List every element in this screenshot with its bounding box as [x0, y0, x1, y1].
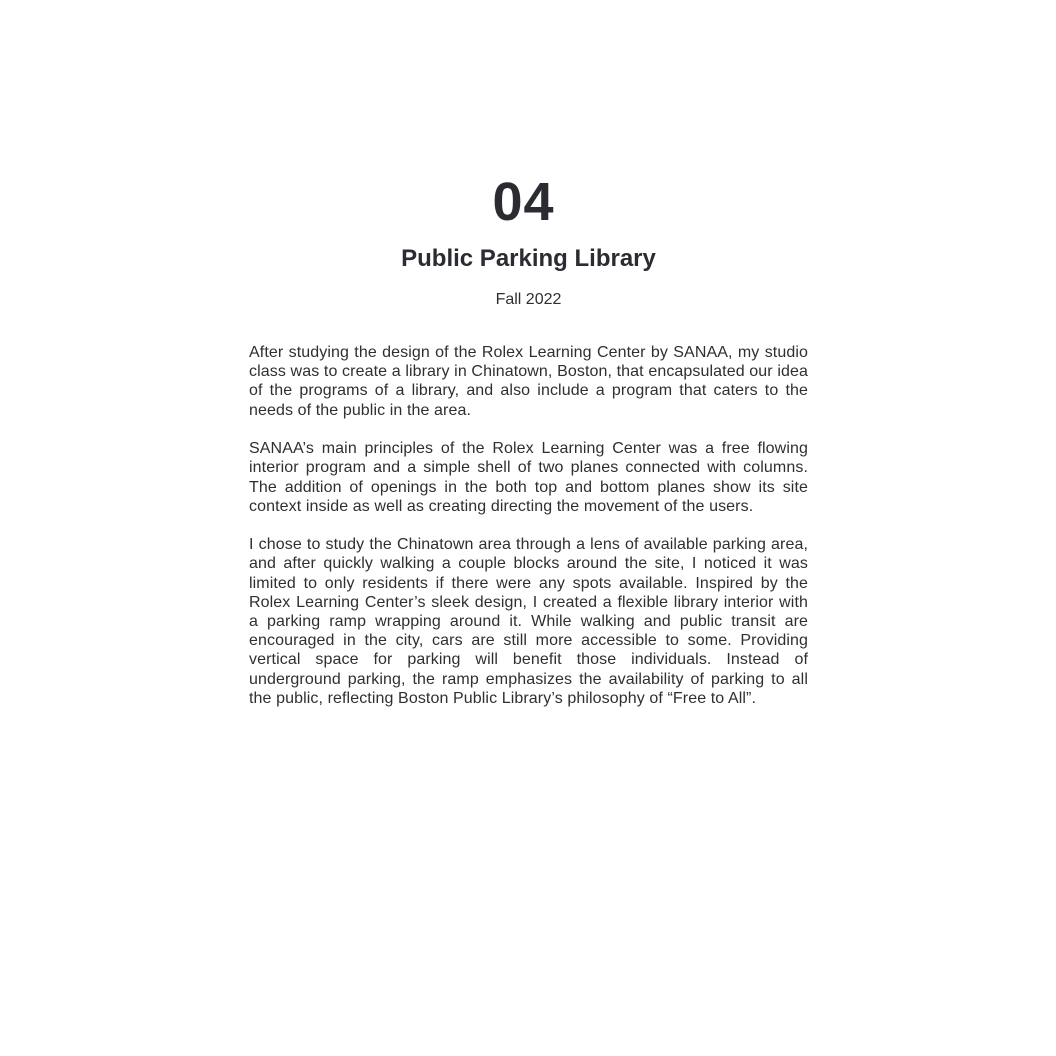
section-number: 04 — [492, 172, 555, 232]
project-title: Public Parking Library — [401, 245, 656, 272]
project-description — [249, 343, 808, 708]
project-date: Fall 2022 — [495, 291, 562, 308]
paragraph-intro: After studying the design of the Rolex Learning Center by SANAA, my studio class was to create a library in Chinatown, Boston, that encapsulated our idea of the programs of a library, and also include a program that caters to the needs of the public in the area. — [249, 344, 808, 419]
paragraph-principles: SANAA’s main principles of the Rolex Learning Center was a free flowing interior program and a simple shell of two planes connected with columns. The addition of openings in the both top and bottom planes show its site context inside as well as creating directing the movement of the users. — [249, 440, 808, 515]
paragraph-approach: I chose to study the Chinatown area through a lens of available parking area, and after quickly walking a couple blocks around the site, I noticed it was limited to only residents if there were any spots available. Inspired by the Rolex Learning Center’s sleek design, I created a flexible library interior with a parking ramp wrapping around it. While walking and public transit are encouraged in the city, cars are still more accessible to some. Providing vertical space for parking will benefit those individuals. Instead of underground parking, the ramp emphasizes the availability of parking to all the public, reflecting Boston Public Library’s philosophy of “Free to All”. — [249, 536, 808, 707]
